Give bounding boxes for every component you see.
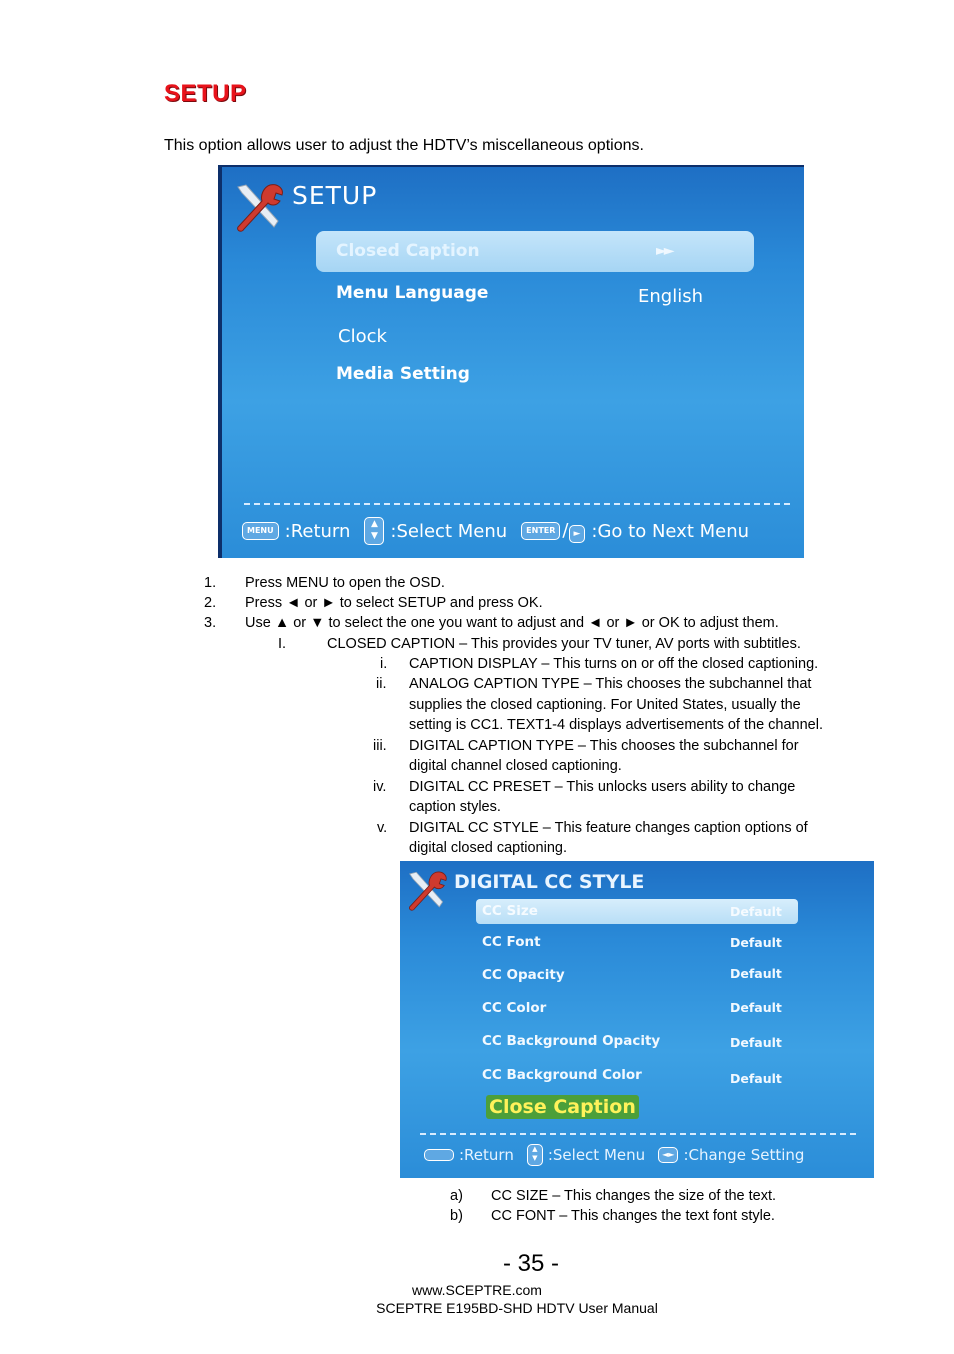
cc-row-value: Default bbox=[730, 935, 782, 950]
alpha-num: a) bbox=[450, 1188, 463, 1204]
roman-line: digital channel closed captioning. bbox=[409, 758, 622, 774]
roman-line: DIGITAL CC STYLE – This feature changes caption options of bbox=[409, 820, 808, 836]
roman-line: digital closed captioning. bbox=[409, 840, 567, 856]
cc-row-label[interactable]: CC Background Color bbox=[482, 1067, 642, 1083]
step-text: Use ▲ or ▼ to select the one you want to adjust and ◄ or ► or OK to adjust them. bbox=[245, 615, 779, 631]
roman-line: supplies the closed captioning. For United States, usually the bbox=[409, 697, 801, 713]
step-text: Press ◄ or ► to select SETUP and press OK. bbox=[245, 595, 543, 611]
step-num: 2. bbox=[204, 595, 217, 611]
alpha-num: b) bbox=[450, 1208, 463, 1224]
footer-select: :Select Menu bbox=[390, 520, 508, 542]
menu-item-menu-language[interactable]: Menu Language bbox=[336, 283, 489, 303]
cc-row-label[interactable]: CC Background Opacity bbox=[482, 1033, 661, 1049]
roman-num: i. bbox=[380, 656, 388, 672]
footer-next: :Go to Next Menu bbox=[591, 520, 750, 542]
menu-item-closed-caption[interactable]: Closed Caption bbox=[336, 241, 480, 261]
menu-language-value: English bbox=[638, 286, 703, 307]
roman-line: DIGITAL CAPTION TYPE – This chooses the subchannel for bbox=[409, 738, 799, 754]
step-text: Press MENU to open the OSD. bbox=[245, 575, 445, 591]
menu-item-clock[interactable]: Clock bbox=[338, 326, 387, 347]
tools-icon bbox=[404, 869, 450, 915]
cc-row-label[interactable]: CC Size bbox=[482, 903, 538, 919]
cc-row-label[interactable]: CC Color bbox=[482, 1000, 547, 1016]
page-number: - 35 - bbox=[503, 1250, 560, 1277]
right-key-icon: / ► bbox=[562, 520, 585, 543]
roman-line: CAPTION DISPLAY – This turns on or off the closed captioning. bbox=[409, 656, 819, 672]
submenu-arrows-icon: ►► bbox=[656, 243, 672, 259]
osd-footer bbox=[424, 1144, 804, 1166]
tools-icon bbox=[232, 181, 286, 237]
footer-select: :Select Menu bbox=[547, 1146, 646, 1164]
alpha-text: CC SIZE – This changes the size of the text. bbox=[491, 1188, 777, 1204]
osd-footer bbox=[242, 517, 749, 545]
menu-key-icon bbox=[424, 1149, 454, 1161]
roman-num: iii. bbox=[373, 738, 387, 754]
osd-divider bbox=[244, 503, 790, 505]
footer-change: :Change Setting bbox=[683, 1146, 805, 1164]
osd-title: SETUP bbox=[292, 181, 378, 210]
cc-row-label[interactable]: CC Font bbox=[482, 934, 541, 950]
footer-url: www.SCEPTRE.com bbox=[412, 1282, 542, 1298]
roman-line: setting is CC1. TEXT1-4 displays advertisements of the channel. bbox=[409, 717, 823, 733]
page-heading: SETUP bbox=[164, 80, 247, 107]
setup-osd-screenshot bbox=[218, 165, 804, 558]
roman-num: iv. bbox=[373, 779, 387, 795]
roman-num: ii. bbox=[376, 676, 387, 692]
menu-key-icon: MENU bbox=[242, 522, 279, 540]
cc-row-value: Default bbox=[730, 1000, 782, 1015]
osd-title: DIGITAL CC STYLE bbox=[454, 871, 645, 893]
up-down-key-icon: ▲ ▼ bbox=[527, 1144, 543, 1166]
sub-item-text: CLOSED CAPTION – This provides your TV tuner, AV ports with subtitles. bbox=[327, 636, 801, 652]
up-down-key-icon: ▲ ▼ bbox=[364, 517, 384, 545]
cc-row-value: Default bbox=[730, 904, 782, 919]
footer-manual: SCEPTRE E195BD-SHD HDTV User Manual bbox=[376, 1300, 658, 1316]
footer-return: :Return bbox=[459, 1146, 514, 1164]
step-num: 3. bbox=[204, 615, 217, 631]
menu-item-media-setting[interactable]: Media Setting bbox=[336, 364, 470, 384]
left-right-key-icon: ◄► bbox=[658, 1147, 678, 1163]
step-num: 1. bbox=[204, 575, 217, 591]
cc-row-value: Default bbox=[730, 1035, 782, 1050]
enter-key-icon: ENTER bbox=[521, 522, 560, 540]
cc-style-osd-screenshot bbox=[400, 861, 874, 1178]
osd-divider bbox=[420, 1133, 856, 1135]
cc-row-label[interactable]: CC Opacity bbox=[482, 967, 565, 983]
intro-text: This option allows user to adjust the HDTV’s miscellaneous options. bbox=[164, 137, 644, 154]
roman-line: caption styles. bbox=[409, 799, 501, 815]
caption-preview: Close Caption bbox=[486, 1095, 639, 1119]
footer-return: :Return bbox=[284, 520, 351, 542]
alpha-text: CC FONT – This changes the text font style. bbox=[491, 1208, 775, 1224]
roman-line: ANALOG CAPTION TYPE – This chooses the subchannel that bbox=[409, 676, 812, 692]
cc-row-value: Default bbox=[730, 1071, 782, 1086]
roman-line: DIGITAL CC PRESET – This unlocks users ability to change bbox=[409, 779, 796, 795]
sub-item-num: I. bbox=[278, 636, 287, 652]
roman-num: v. bbox=[377, 820, 388, 836]
cc-row-value: Default bbox=[730, 966, 782, 981]
